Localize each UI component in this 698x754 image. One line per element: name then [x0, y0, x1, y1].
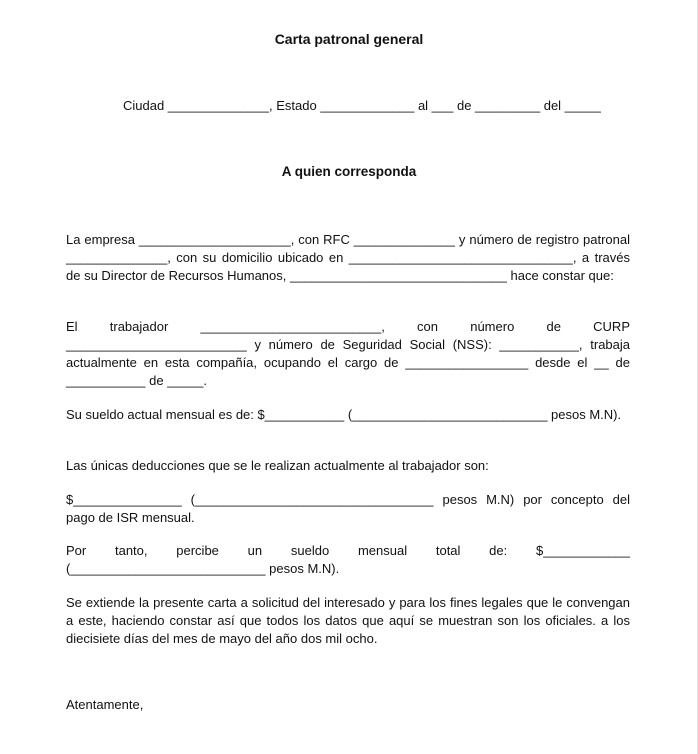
paragraph-employee: El trabajador _________________________, con número de CURP _________________________ y número de Seguridad Social (NSS): ___________, trabaja actualmente en esta compañía, ocupando el cargo de _________________ desde el __ de ___________ de _____. — [66, 319, 630, 388]
place-date-line: Ciudad ______________, Estado _____________ al ___ de _________ del _____ — [123, 98, 601, 113]
closing-salutation: Atentamente, — [66, 697, 144, 712]
paragraph-salary: Su sueldo actual mensual es de: $___________ (___________________________ pesos M.N). — [66, 407, 622, 422]
paragraph-deductions: $_______________ (_________________________________ pesos M.N) por concepto del pago de ISR mensual. — [66, 492, 630, 525]
document-title: Carta patronal general — [274, 31, 424, 47]
paragraph-deductions-intro: Las únicas deducciones que se le realizan actualmente al trabajador son: — [66, 458, 489, 473]
paragraph-total: Por tanto, percibe un sueldo mensual total de: $____________ (___________________________ pesos M.N). — [66, 543, 630, 576]
paragraph-closing-statement: Se extiende la presente carta a solicitud del interesado y para los fines legales que le convengan a este, haciendo constar así que todos los datos que aquí se muestran son los oficiales. a los diecisiete días del mes de mayo del año dos mil ocho. — [66, 595, 630, 646]
greeting: A quien corresponda — [281, 164, 417, 179]
paragraph-company: La empresa _____________________, con RFC ______________ y número de registro patronal ______________, con su domicilio ubicado en _______________________________, a través de su Director de Recursos Humanos, ______________________________ hace constar que: — [66, 232, 630, 283]
